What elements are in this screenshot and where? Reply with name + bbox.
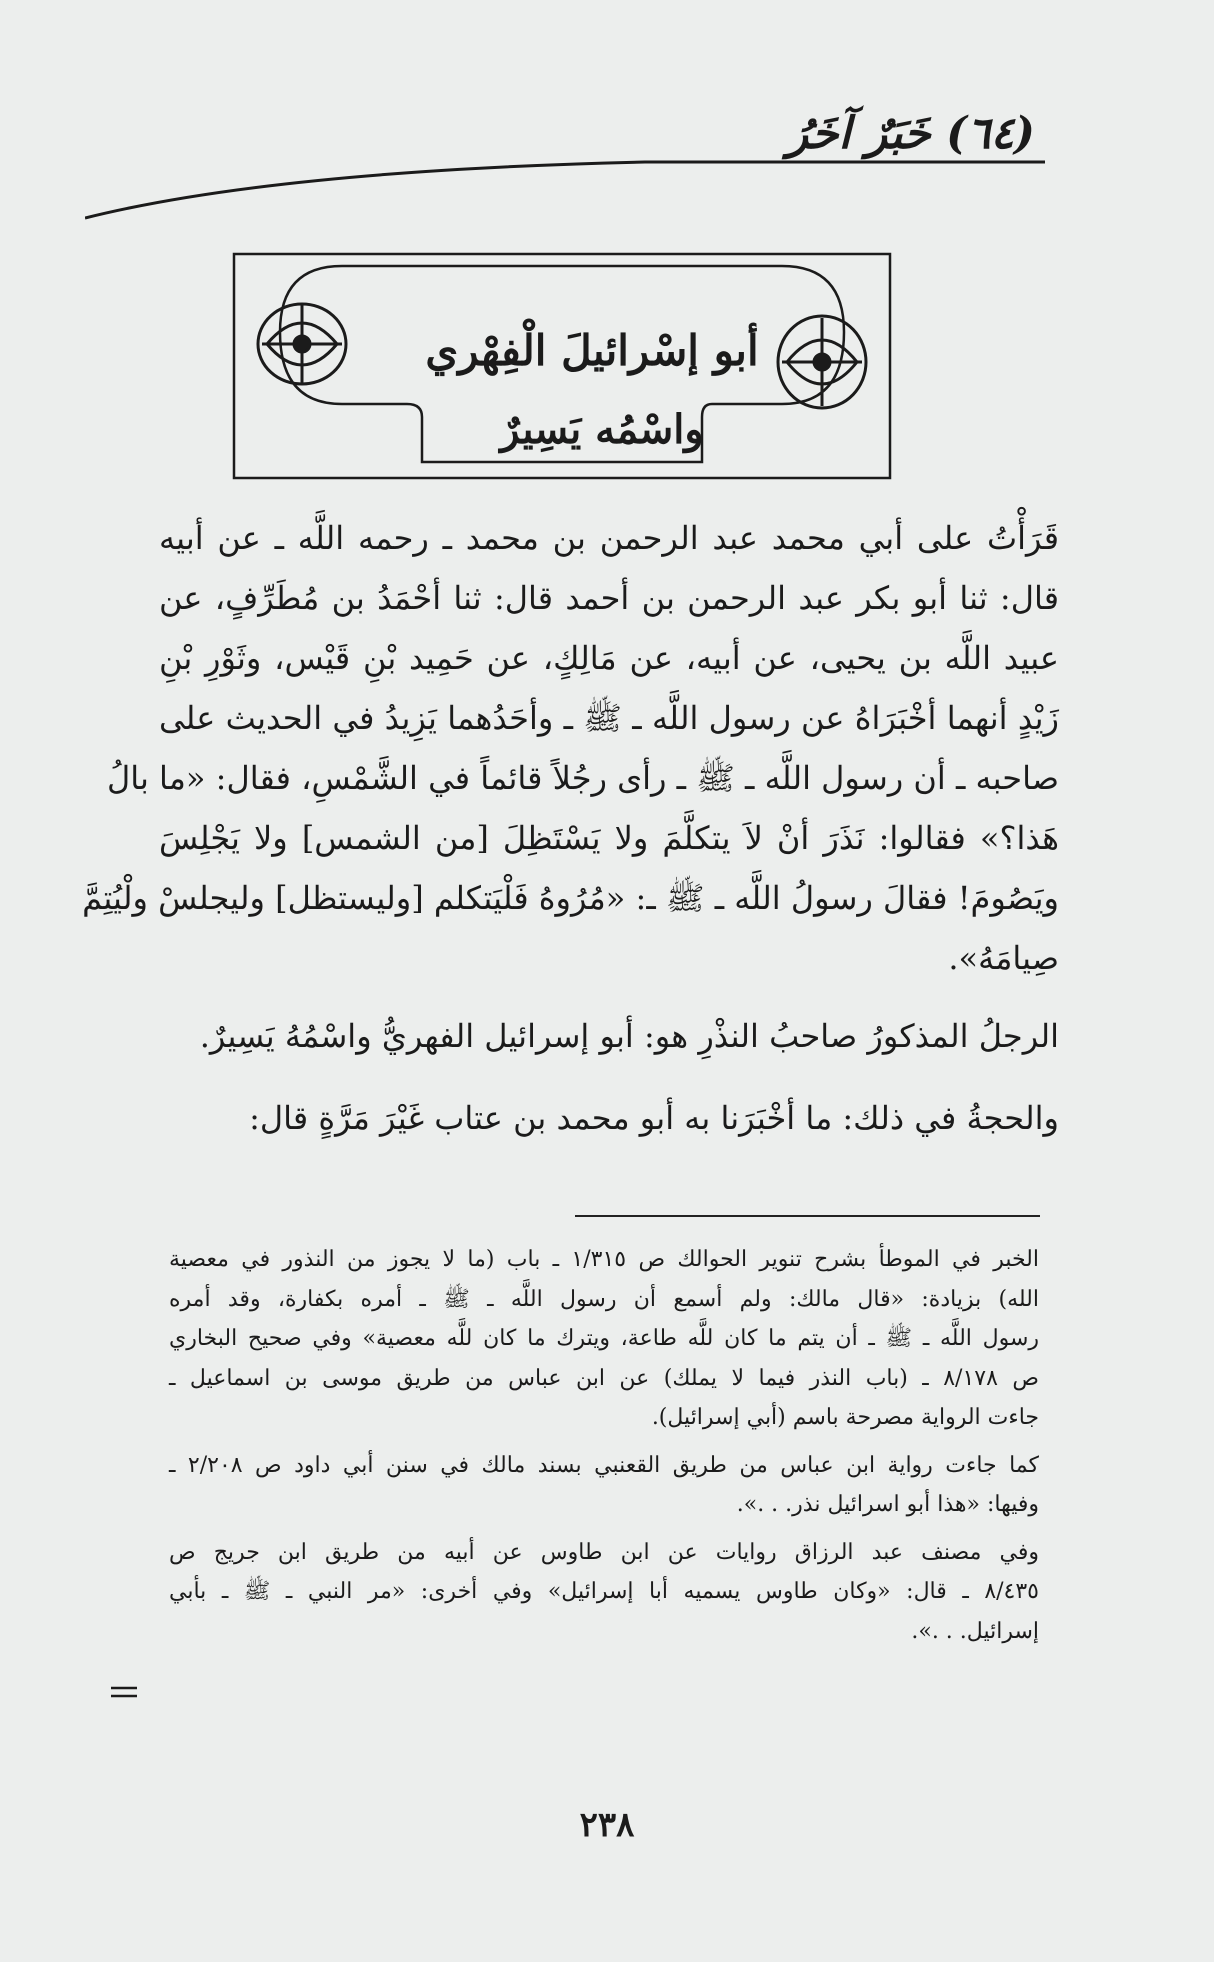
identification-paragraph: الرجلُ المذكورُ صاحبُ النذْرِ هو: أبو إسرائيل الفهريُّ واسْمُهُ يَسِيرٌ. [199,1017,1059,1055]
text-line: هَذا؟» فقالوا: نَذَرَ أنْ لاَ يتكلَّمَ ولا يَسْتَظِلَ [من الشمس] ولا يَجْلِسَ [159,819,1059,857]
chapter-title: (٦٤) خَبَرٌ آخَرُ [786,108,1035,159]
text-line: زَيْدٍ أنهما أخْبَرَاهُ عن رسول اللَّه ـ ﷺ ـ وأحَدُهما يَزِيدُ في الحديث على [159,699,1059,737]
text-line: ويَصُومَ! فقالَ رسولُ اللَّه ـ ﷺ ـ: «مُرُوهُ فَلْيَتكلم [وليستظل] وليجلسْ ولْيُتِمَّ [82,879,1059,917]
footnote-line: جاءت الرواية مصرحة باسم (أبي إسرائيل). [651,1405,1039,1430]
left-ornament-icon [258,304,346,384]
text-line: عبيد اللَّه بن يحيى، عن أبيه، عن مَالِكٍ، عن حَمِيد بْنِ قَيْس، وثَوْرِ بْنِ [159,639,1059,677]
person-name-heading: أبو إسْرائيلَ الْفِهْري [425,326,759,375]
text-line: قال: ثنا أبو بكر عبد الرحمن بن أحمد قال: ثنا أحْمَدُ بن مُطَرِّفٍ، عن [159,579,1059,617]
footnote-line: ٨/٤٣٥ ـ قال: «وكان طاوس يسميه أبا إسرائيل» وفي أخرى: «مر النبي ـ ﷺ ـ بأبي [169,1579,1039,1604]
footnote-line: كما جاءت رواية ابن عباس من طريق القعنبي بسند مالك في سنن أبي داود ص ٢/٢٠٨ ـ [169,1452,1039,1478]
footnotes [169,1240,1039,1651]
chapter-header [85,108,1035,178]
footnote-line: وفيها: «هذا أبو اسرائيل نذر. . .». [736,1492,1039,1517]
header-rule [85,148,1045,228]
main-text [82,508,1060,1148]
footnote-divider [575,1215,1040,1217]
footnote-line: ص ٨/١٧٨ ـ (باب النذر فيما لا يملك) عن ابن عباس من طريق موسى بن اسماعيل ـ [169,1365,1039,1391]
footnote-line: الخبر في الموطأ بشرح تنوير الحوالك ص ١/٣١٥ ـ باب (ما لا يجوز من النذور في معصية [169,1247,1039,1272]
title-cartouche [232,252,892,480]
evidence-paragraph: والحجةُ في ذلك: ما أخْبَرَنا به أبو محمد بن عتاب غَيْرَ مَرَّةٍ قال: [249,1099,1059,1137]
footnote-line: الله) بزيادة: «قال مالك: ولم أسمع أن رسول اللَّه ـ ﷺ ـ أمره بكفارة، وقد أمره [169,1286,1039,1312]
text-line: صاحبه ـ أن رسول اللَّه ـ ﷺ ـ رأى رجُلاً قائماً في الشَّمْسِ، فقال: «ما بالُ [106,759,1059,797]
footnote-line: رسول اللَّه ـ ﷺ ـ أن يتم ما كان للَّه طاعة، ويترك ما كان للَّه معصية» وفي صحيح البخاري [169,1326,1039,1351]
footnote-line: إسرائيل. . .». [911,1618,1039,1644]
page-number: ٢٣٨ [579,1805,635,1845]
text-line: قَرَأْتُ على أبي محمد عبد الرحمن بن محمد ـ رحمه اللَّه ـ عن أبيه [159,519,1060,557]
person-alias-heading: واسْمُه يَسِيرٌ [500,406,704,453]
footnote-line: وفي مصنف عبد الرزاق روايات عن ابن طاوس عن أبيه من طريق ابن جريج ص [169,1539,1039,1565]
text-line: صِيامَهُ». [948,939,1059,977]
continuation-mark-icon [110,1685,138,1699]
